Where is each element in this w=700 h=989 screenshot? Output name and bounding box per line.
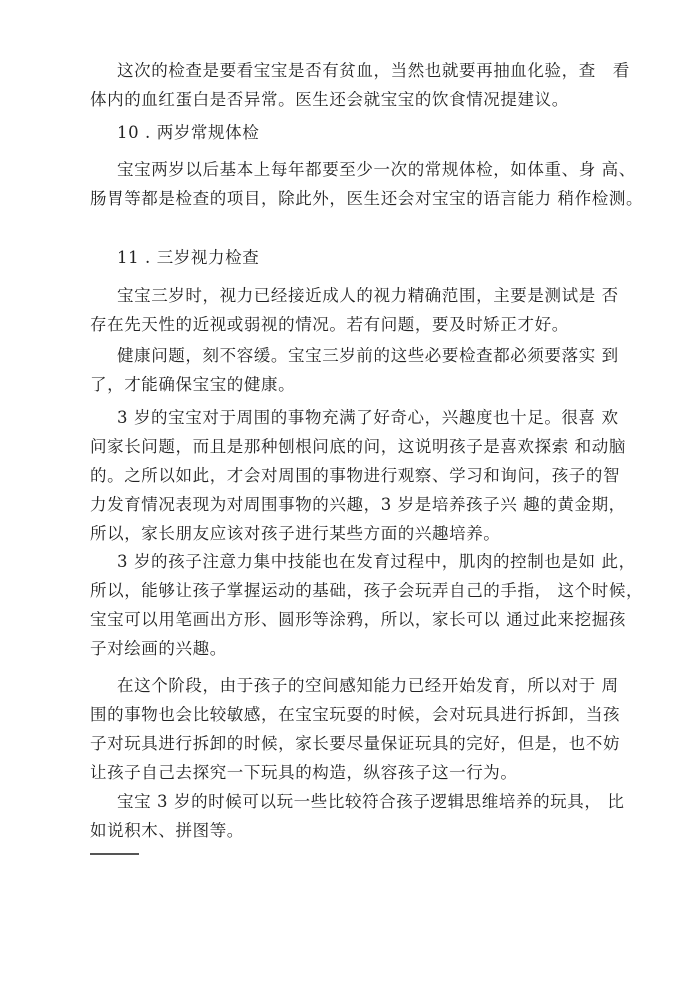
text-line: 体内的血红蛋白是否异常。医生还会就宝宝的饮食情况提建议。 bbox=[90, 90, 569, 109]
paragraph-logic-toys bbox=[90, 787, 635, 845]
text-line: 如说积木、拼图等。 bbox=[90, 821, 244, 840]
paragraph-health-urgency bbox=[90, 341, 635, 399]
footnote-divider bbox=[90, 853, 139, 855]
text-line: 在这个阶段，由于孩子的空间感知能力已经开始发育，所以对于 周 bbox=[117, 676, 619, 695]
text-line: 子对玩具进行拆卸的时候，家长要尽量保证玩具的完好，但是，也不妨 bbox=[90, 734, 621, 753]
paragraph-motor-skills bbox=[90, 547, 644, 663]
paragraph-vision-check bbox=[90, 281, 635, 339]
text-line: 所以，能够让孩子掌握运动的基础，孩子会玩弄自己的手指， 这个时候， bbox=[90, 581, 644, 600]
text-line: 3 岁的宝宝对于周围的事物充满了好奇心，兴趣度也十足。很喜 欢 bbox=[117, 408, 619, 427]
text-line: 这次的检查是要看宝宝是否有贫血，当然也就要再抽血化验，查 看 bbox=[117, 61, 630, 80]
text-line: 力发育情况表现为对周围事物的兴趣，3 岁是培养孩子兴 趣的黄金期， bbox=[90, 495, 626, 514]
text-line: 3 岁的孩子注意力集中技能也在发育过程中，肌肉的控制也是如 此， bbox=[117, 552, 636, 571]
text-line: 问家长问题，而且是那种刨根问底的问，这说明孩子是喜欢探索 和动脑 bbox=[90, 437, 626, 456]
paragraph-curiosity bbox=[90, 403, 635, 548]
text-line: 存在先天性的近视或弱视的情况。若有问题，要及时矫正才好。 bbox=[90, 315, 569, 334]
text-line: 肠胃等都是检查的项目，除此外，医生还会对宝宝的语言能力 稍作检测。 bbox=[90, 189, 644, 208]
text-line: 了，才能确保宝宝的健康。 bbox=[90, 375, 296, 394]
paragraph-two-year-checkup bbox=[90, 155, 644, 213]
text-line: 健康问题，刻不容缓。宝宝三岁前的这些必要检查都必须要落实 到 bbox=[117, 346, 619, 365]
section-heading-two-year-checkup: 10 . 两岁常规体检 bbox=[117, 123, 260, 142]
text-line: 让孩子自己去探究一下玩具的构造，纵容孩子这一行为。 bbox=[90, 763, 518, 782]
text-line: 所以，家长朋友应该对孩子进行某些方面的兴趣培养。 bbox=[90, 524, 501, 543]
text-line: 宝宝三岁时，视力已经接近成人的视力精确范围，主要是测试是 否 bbox=[117, 286, 619, 305]
paragraph-anemia-check bbox=[90, 56, 635, 114]
text-line: 宝宝两岁以后基本上每年都要至少一次的常规体检，如体重、身 高、 bbox=[117, 160, 636, 179]
paragraph-spatial-perception bbox=[90, 671, 635, 787]
text-line: 的。之所以如此，才会对周围的事物进行观察、学习和询问，孩子的智 bbox=[90, 466, 621, 485]
section-heading-vision-check: 11 . 三岁视力检查 bbox=[117, 248, 260, 267]
text-line: 围的事物也会比较敏感，在宝宝玩耍的时候，会对玩具进行拆卸，当孩 bbox=[90, 705, 621, 724]
text-line: 子对绘画的兴趣。 bbox=[90, 639, 227, 658]
text-line: 宝宝 3 岁的时候可以玩一些比较符合孩子逻辑思维培养的玩具， 比 bbox=[117, 792, 625, 811]
text-line: 宝宝可以用笔画出方形、圆形等涂鸦，所以，家长可以 通过此来挖掘孩 bbox=[90, 610, 626, 629]
